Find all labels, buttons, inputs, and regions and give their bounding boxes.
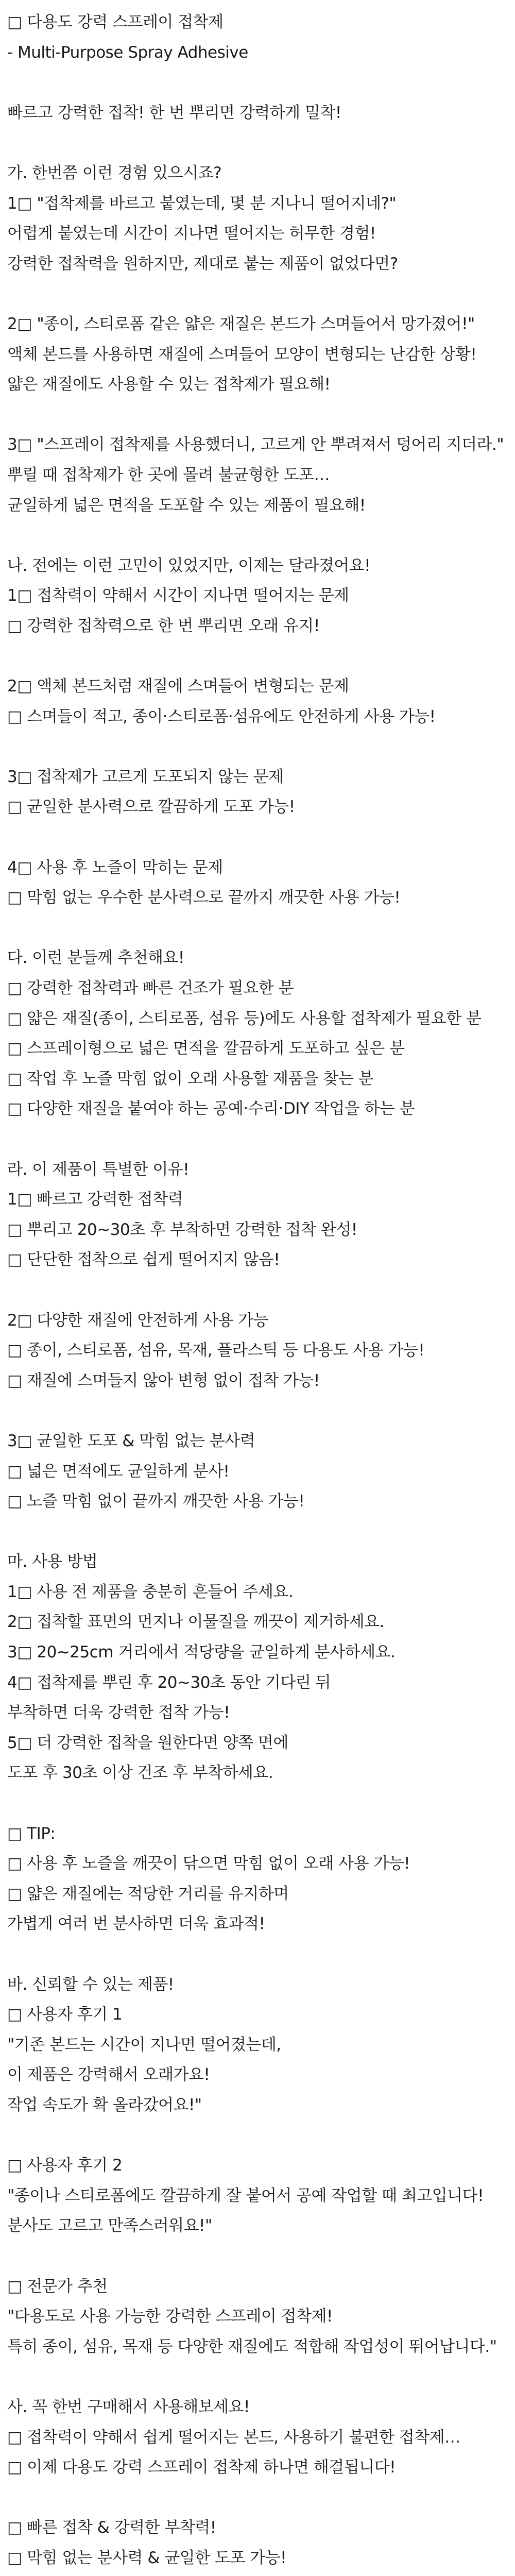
text-line: □ 전문가 추천: [7, 2277, 108, 2296]
blank-line: [7, 67, 515, 98]
blank-line: [7, 1124, 515, 1155]
blank-line: [7, 2241, 515, 2272]
blank-line: [7, 1788, 515, 1819]
text-line: □ 이제 다용도 강력 스프레이 접착제 하나면 해결됩니다!: [7, 2458, 396, 2477]
text-line: 2□ 액체 본드처럼 재질에 스며들어 변형되는 문제: [7, 677, 349, 696]
text-line: □ 막힘 없는 우수한 분사력으로 끝까지 깨끗한 사용 가능!: [7, 888, 401, 907]
text-line: 분사도 고르고 만족스러워요!": [7, 2216, 212, 2235]
text-line: 가. 한번쯤 이런 경험 있으시죠?: [7, 163, 222, 182]
text-line: □ 강력한 접착력으로 한 번 뿌리면 오래 유지!: [7, 616, 320, 635]
text-line: "종이나 스티로폼에도 깔끔하게 잘 붙어서 공예 작업할 때 최고입니다!: [7, 2186, 484, 2205]
text-line: 1□ 빠르고 강력한 접착력: [7, 1190, 183, 1209]
text-line: 바. 신뢰할 수 있는 제품!: [7, 1975, 174, 1994]
blank-line: [7, 1275, 515, 1306]
text-line: □ 단단한 접착으로 쉽게 떨어지지 않음!: [7, 1250, 280, 1269]
text-line: □ 빠른 접착 & 강력한 부착력!: [7, 2518, 216, 2537]
text-line: 3□ 균일한 도포 & 막힘 없는 분사력: [7, 1431, 255, 1450]
text-line: "기존 본드는 시간이 지나면 떨어졌는데,: [7, 2035, 281, 2054]
text-line: □ 종이, 스티로폼, 섬유, 목재, 플라스틱 등 다용도 사용 가능!: [7, 1341, 425, 1360]
text-line: 뿌릴 때 접착제가 한 곳에 몰려 불균형한 도포…: [7, 465, 330, 484]
text-line: 가볍게 여러 번 분사하면 더욱 효과적!: [7, 1914, 265, 1934]
text-line: 도포 후 30초 이상 건조 후 부착하세요.: [7, 1764, 273, 1783]
text-line: □ 접착력이 약해서 쉽게 떨어지는 본드, 사용하기 불편한 접착제…: [7, 2428, 460, 2447]
text-line: □ 재질에 스며들지 않아 변형 없이 접착 가능!: [7, 1371, 320, 1390]
blank-line: [7, 2121, 515, 2151]
blank-line: [7, 732, 515, 762]
text-line: □ 노즐 막힘 없이 끝까지 깨끗한 사용 가능!: [7, 1492, 305, 1511]
blank-line: [7, 128, 515, 158]
text-line: □ 강력한 접착력과 빠른 건조가 필요한 분: [7, 979, 294, 997]
text-line: □ 사용자 후기 1: [7, 2005, 123, 2024]
text-line: □ 넓은 면적에도 균일하게 분사!: [7, 1462, 230, 1481]
text-line: "다용도로 사용 가능한 강력한 스프레이 접착제!: [7, 2307, 333, 2326]
text-line: 균일하게 넓은 면적을 도포할 수 있는 제품이 필요해!: [7, 496, 366, 515]
text-line: □ 얇은 재질에는 적당한 거리를 유지하며: [7, 1884, 289, 1903]
text-line: 빠르고 강력한 접착! 한 번 뿌리면 강력하게 밀착!: [7, 103, 341, 122]
blank-line: [7, 2362, 515, 2392]
blank-line: [7, 279, 515, 309]
text-line: □ 다양한 재질을 붙여야 하는 공예·수리·DIY 작업을 하는 분: [7, 1099, 415, 1118]
blank-line: [7, 2483, 515, 2513]
blank-line: [7, 400, 515, 430]
text-line: □ 사용자 후기 2: [7, 2156, 123, 2175]
text-line: - Multi-Purpose Spray Adhesive: [7, 43, 248, 62]
text-line: 마. 사용 방법: [7, 1552, 98, 1571]
text-line: 얇은 재질에도 사용할 수 있는 접착제가 필요해!: [7, 375, 331, 394]
blank-line: [7, 520, 515, 551]
text-line: 특히 종이, 섬유, 목재 등 다양한 재질에도 적합해 작업성이 뛰어납니다.": [7, 2337, 497, 2356]
text-line: [7, 2573, 515, 2576]
text-line: □ 얇은 재질(종이, 스티로폼, 섬유 등)에도 사용할 접착제가 필요한 분: [7, 1009, 482, 1028]
text-line: 1□ 접착력이 약해서 시간이 지나면 떨어지는 문제: [7, 586, 349, 605]
text-line: □ TIP:: [7, 1824, 56, 1843]
text-line: □ 스프레이형으로 넓은 면적을 깔끔하게 도포하고 싶은 분: [7, 1039, 405, 1058]
text-line: 강력한 접착력을 원하지만, 제대로 붙는 제품이 없었다면?: [7, 254, 398, 273]
text-line: 2□ 다양한 재질에 안전하게 사용 가능: [7, 1311, 269, 1330]
text-line: 3□ 20~25cm 거리에서 적당량을 균일하게 분사하세요.: [7, 1643, 396, 1662]
text-line: 2□ 접착할 표면의 먼지나 이물질을 깨끗이 제거하세요.: [7, 1613, 384, 1632]
text-line: □ 스며들이 적고, 종이·스티로폼·섬유에도 안전하게 사용 가능!: [7, 707, 436, 726]
text-line: 사. 꼭 한번 구매해서 사용해보세요!: [7, 2397, 250, 2416]
blank-line: [7, 641, 515, 671]
text-line: 라. 이 제품이 특별한 이유!: [7, 1160, 190, 1179]
text-line: 1□ "접착제를 바르고 붙였는데, 몇 분 지나니 떨어지네?": [7, 194, 397, 213]
text-line: 작업 속도가 확 올라갔어요!": [7, 2095, 202, 2114]
blank-line: [7, 1396, 515, 1426]
text-line: 3□ "스프레이 접착제를 사용했더니, 고르게 안 뿌려져서 덩어리 지더라.": [7, 435, 504, 454]
text-line: 1□ 사용 전 제품을 충분히 흔들어 주세요.: [7, 1582, 294, 1601]
text-line: □ 사용 후 노즐을 깨끗이 닦으면 막힘 없이 오래 사용 가능!: [7, 1854, 410, 1873]
text-line: 이 제품은 강력해서 오래가요!: [7, 2065, 210, 2084]
text-line: □ 작업 후 노즐 막힘 없이 오래 사용할 제품을 찾는 분: [7, 1069, 374, 1088]
text-line: 액체 본드를 사용하면 재질에 스며들어 모양이 변형되는 난감한 상황!: [7, 345, 477, 364]
blank-line: [7, 1517, 515, 1547]
text-line: □ 뿌리고 20~30초 후 부착하면 강력한 접착 완성!: [7, 1220, 357, 1239]
blank-line: [7, 822, 515, 853]
text-line: 2□ "종이, 스티로폼 같은 얇은 재질은 본드가 스며들어서 망가졌어!": [7, 314, 475, 333]
text-line: □ 균일한 분사력으로 깔끔하게 도포 가능!: [7, 798, 295, 817]
text-line: 어렵게 붙였는데 시간이 지나면 떨어지는 허무한 경험!: [7, 224, 376, 243]
text-line: □ 다용도 강력 스프레이 접착제: [7, 13, 224, 31]
text-line: 다. 이런 분들께 추천해요!: [7, 948, 184, 968]
text-line: 나. 전에는 이런 고민이 있었지만, 이제는 달라졌어요!: [7, 556, 371, 575]
blank-line: [7, 1939, 515, 1970]
text-line: 4□ 사용 후 노즐이 막히는 문제: [7, 858, 223, 877]
text-line: 부착하면 더욱 강력한 접착 가능!: [7, 1703, 230, 1722]
text-line: 3□ 접착제가 고르게 도포되지 않는 문제: [7, 767, 284, 786]
text-line: □ 막힘 없는 분사력 & 균일한 도포 가능!: [7, 2548, 287, 2567]
text-line: 4□ 접착제를 뿌린 후 20~30초 동안 기다린 뒤: [7, 1673, 331, 1692]
blank-line: [7, 913, 515, 943]
text-line: 5□ 더 강력한 접착을 원한다면 양쪽 면에: [7, 1733, 288, 1752]
